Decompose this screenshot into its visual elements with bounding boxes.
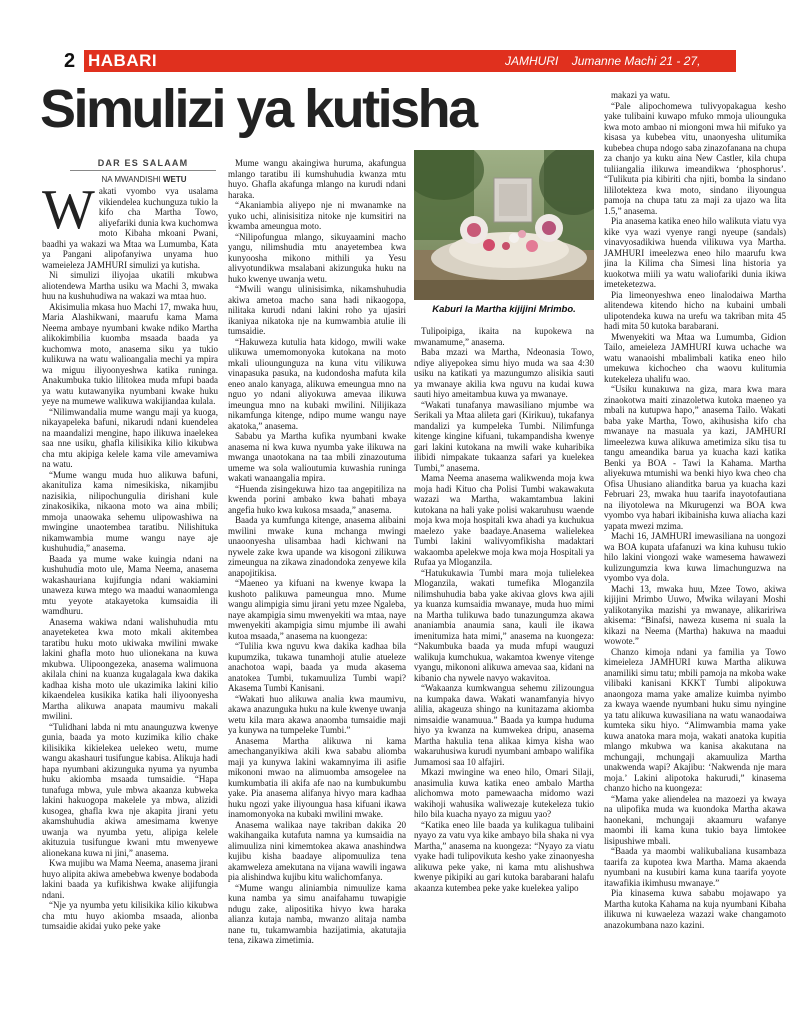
grave-photo	[414, 150, 594, 300]
article-paragraph: “Usiku kunakuwa na giza, mara kwa mara zinaokotwa maiti zinazoletwa kutoka maeneo ya mbali na kutupwa hapo,” anasema Tailo. Wakati baba yake Martha, Towo, akihusisha kifo cha mwanaye na masuala ya kazi, JAMHURI limeelezwa kuwa alikuwa ametimiza siku tisa tu tangu ameandika barua ya kuacha kazi katika Benki ya BOA - Tawi la Kahama. Martha aliyekuwa mtumishi wa benki hiyo kwa cheo cha Ofisa Uhusiano alianditka barua ya kuacha kazi Februari 23, mwaka huu taarifa inayotofautiana na iliyotolewa na Mkurugenzi wa BOA kwa vyombo vya habari ikibainisha kuwa aliacha kazi yapata mwezi mzima.	[604, 384, 786, 531]
article-paragraph: Anasema Martha alikuwa ni kama amechanganyikiwa akili kwa sababu aliomba maji ya kunywa lakini wakamnyima ili asifie mikononi mwao na alimuomba amsogelee na kumkumbatia ili akifa afe nao na kumbukumbu yake. Pia anasema alifanya hivyo mara kadhaa huku ngozi yake iliyoungua hasa kifuani ikawa inamomonyoka na kubaki mwilini mwake.	[228, 735, 406, 819]
article-paragraph: Baada ya kumfunga kitenge, anasema alibaini mwilini mwake kuna mchanga mwingi unaoonyesha ulisambaa hadi kichwani na nywele zake kwa upande wa kisogoni zilikuwa zimeungua na zikawa zinadondoka zenyewe kila anapojitikisa.	[228, 515, 406, 578]
article-column-4	[604, 90, 786, 1016]
article-paragraph: Baada ya mume wake kuingia ndani na kushuhudia moto ule, Mama Neema, anasema wakashauriana kujifungia ndani wakiamini unaweza kuwa mtego wa maadui wanaomlenga mtu yeyote atakayetoka kumsaidia ili wamdhuru.	[42, 553, 218, 616]
page-number: 2	[64, 50, 76, 72]
article-paragraph: “Tulidhani labda ni mtu anaunguzwa kwenye gunia, baada ya moto kuzimika kilio chake kilisikika kikielekea uelekeo wetu, mume wangu akashauri tusifungue kabisa. Alikuja hadi hapa nyumbani akizunguka nyuma ya nyumba huku akiomba msaada tumsaidie. “Hapa tunafuga mbwa, yule mbwa akaanza kubweka lakini hakuogopa makelele ya mbwa, alizidi kusogea, ghafla kwa nje akapita jirani yetu akamshuhudia akiwa amesimama kwenye uwanja wa nyumba yetu, alipiga kelele akituzuia tusifungue kwani mtu mwenyewe alionekana kuwa ni jini,” anasema.	[42, 721, 218, 858]
byline-prefix: NA MWANDISHI	[101, 175, 161, 184]
article-paragraph: “Mume wangu muda huo alikuwa bafuni, akanituliza kama nimesikiska, nikamjibu nazisikia, nilipochungulia dirishani kule zinakosikika, nikaona moto wa aina mbili; mmoja unaowaka sehemu ulipowashiwa na mwingine unaotembea taratibu. Nilishituka nikamwambia mume wangu naye aje kushuhudia,” anasema.	[42, 469, 218, 553]
article-paragraph: “Wakaanza kumkwangua sehemu zilizoungua na kumpaka dawa. Wakati wanamfanyia hivyo alilia, akageuza shingo na kunitazama akiomba nimsaidie wanamuua.” Baada ya kumpa huduma hiyo ya kwanza na kumwekea dripu, anasema Martha hakulia tena alikaa kimya kisha wao wakaruhusiwa kurudi nyumbani ambapo walifika Jumamosi saa 10 alfajiri.	[414, 683, 594, 767]
article-paragraph: “Nje ya nyumba yetu kilisikika kilio kikubwa cha mtu huyo akiomba msaada, alionba tumsaidie akidai yuko peke yake	[42, 900, 218, 931]
article-paragraph: Pia anasema katika eneo hilo walikuta viatu vya kike vya wazi vyenye rangi nyeupe (sandals) vinavyosadikiwa huenda vilikuwa vya Martha. JAMHURI imeelezwa eneo hilo maarufu kwa jina la Kilima cha Simesi lina historia ya kuokotwa miili ya watu waliofariki dunia ikiwa imeteketezwa.	[604, 216, 786, 289]
article-paragraph: Baba mzazi wa Martha, Ndeonasia Towo, ndiye aliyepokea simu hiyo muda wa saa 4:30 usiku na katikati ya mazungumzo alisikia sauti ya mwanaye akilia kwa nguvu na kudai kuwa sauti hiyo ameitambua kuwa ya mwanaye.	[414, 347, 594, 399]
article-paragraph: “Maeneo ya kifuani na kwenye kwapa la kushoto palikuwa pameungua mno. Mume wangu alimpigia simu jirani yetu mzee Ngaleba, naye akampigia simu mwenyekiti wa mtaa, naye mwenyekiti akampigia simu mjumbe ili awahi kutoa msaada,” anasema na kuongeza:	[228, 578, 406, 641]
article-paragraph: Mama Neema anasema walikwenda moja kwa moja hadi Kituo cha Polisi Tumbi wakawakuta wazazi wa Martha, wakamtambua lakini kutokana na hali yake polisi wakaruhusu waende moja kwa moja hospitali kwa ahadi ya kuchukua maelezo yake baadaye.Anasema walielekea Tumbi lakini walivyomfikisha madaktari wakaomba apelekwe moja kwa moja Hospitali ya Rufaa ya Mloganzila.	[414, 473, 594, 567]
issue-date: Jumanne Machi 21 - 27, 2023	[505, 54, 701, 90]
article-paragraph: Anasema walikaa naye takriban dakika 20 wakihangaika kutafuta namna ya kumsaidia na alimuuliza nini kimemtokea akawa anashindwa kujibu kisha baadaye alipomuuliza tena akamweleza amekutana na vijana wawili ingawa pia alishindwa kujibu kitu walichomfanya.	[228, 819, 406, 882]
article-paragraph: Machi 16, JAMHURI imewasiliana na uongozi wa BOA kupata ufafanuzi wa kina kuhusu tukio hilo lakini viongozi wake wamesema hawawezi kulizungumzia kwa kuwa limachunguzwa na vyombo vya dola.	[604, 531, 786, 583]
article-paragraph: “Akaniambia aliyepo nje ni mwanamke na yuko uchi, alinisisitiza nitoke nje kumsitiri na kwamba ameungua moto.	[228, 200, 406, 231]
article-paragraph: Sababu ya Martha kufika nyumbani kwake anasema ni kwa kuwa nyumba yake ilikuwa na mwanga unaotokana na taa mbili zinazoutuma umeme wa sola walioutumia kuwashia runinga wakati wanaangalia mpira.	[228, 431, 406, 483]
photo-caption: Kaburi la Martha kijijini Mrimbo.	[432, 304, 576, 315]
article-column-1	[42, 186, 218, 1016]
header-info	[505, 50, 733, 90]
article-paragraph: Kwa mujibu wa Mama Neema, anasema jirani huyo alipita akiwa amebebwa kwenye bodaboda lakini baada ya kufikishwa kwake alijifungia ndani.	[42, 858, 218, 900]
article-paragraph: Mwenyekiti wa Mtaa wa Lumumba, Gidion Tailo, ameieleza JAMHURI kuwa uchache wa watu wanaoishi mbalimbali katika eneo hilo umekuwa kichocheo cha waovu kulitumia kutekeleza uhalifu wao.	[604, 331, 786, 384]
article-paragraph: Chanzo kimoja ndani ya familia ya Towo kimeieleza JAMHURI kuwa Martha alikuwa anamiliki simu tatu; mbili pamoja na mkoba wake vilibaki kanisani KKKT Tumbi alipokuwa anaongoza mama yake amalize kuimba nyimbo za kwaya waende nyumbani huku simu nyingine ya tatu alikuwa kuwasiliana na watu wanaodaiwa kumteka siku hiyo. “Alimwambia mama yake kuwa anatoka mara moja, wakati anatoka kupitia mlango mkubwa wa kanisa akakutana na mchungaji, mchungaji akamuuliza Martha unakwenda wapi? Akajibu: ‘Nakwenda nje mara moja.’ Lakini alipotoka hakurudi,” kinasema chanzo hicho na kuongeza:	[604, 646, 786, 793]
article-paragraph: “Tulilia kwa nguvu kwa dakika kadhaa bila kupumzika, tukawa tunamhoji atulie atueleze anachotoa wapi, baada ya muda akasema anatokea Tumbi, tukamuuliza Tumbi wapi? Akasema Tumbi Kanisani.	[228, 641, 406, 693]
article-paragraph: “Nilipofungua mlango, sikuyaamini macho yangu, nilimshudia mtu anayetembea kwa kunyoosha mikono mithili ya Yesu alivyotundikwa msalabani akizunguka huku na huko kwenye uwanja wetu.	[228, 231, 406, 284]
article-paragraph: “Wakati huo alikuwa analia kwa maumivu, akawa anazunguka huku na kule kwenye uwanja wetu kila mara akawa anaomba tumsaidie maji ya kunywa na tumpeleke Tumbi.”	[228, 693, 406, 735]
article-paragraph: “Wakati tunafanya mawasiliano mjumbe wa Serikali ya Mtaa alileta gari (Kirikuu), tukafanya mandalizi ya kumpeleka Tumbi. Nilimfunga kitenge kingine kifuani, tukampandisha kwenye gari lakini kutokana na mwili wake kuharibika ilibidi nimpakate tukaanza safari ya kuelekea Tumbi,” anasema.	[414, 399, 594, 473]
article-paragraph: “Mume wangu aliniambia nimuulize kama kuna namba ya simu anaifahamu tuwapigie ndugu zake, alipositika hivyo kwa haraka alianza kutaja namba, mwanzo alitaja namba nane tu, tukamwambia hazijatimia, akatutajia tena, zikawa zimetimia.	[228, 882, 406, 945]
article-paragraph: “Hatukukawia Tumbi mara moja tulielekea Mloganzila, wakati tumefika Mloganzila nilimshuhudia baba yake akivaa glovs kwa ajili ya kuanza kumsaidia mwanaye, muda huo mimi na Martha tulikuwa bado tunazungumza akawa ananiambia anaumia sana, kauli ile ikawa imenitumiza hata mimi,” anasema na kuongeza: “Nakumbuka baada ya muda mfupi wauguzi walikuja kumchukua, wakamtoa kwenye vitenge vyangu, mikononi alikuwa amevaa saa, kidani na kibanio cha nywele navyo wakavitoa.	[414, 567, 594, 683]
article-paragraph: “Hakuweza kutulia hata kidogo, mwili wake ulikuwa umemomonyoka kutokana na moto mkali ulioungunguza na kuna vitu vilikuwa vinapasuka pasuka, na kudondosha mafuta kila eneo analo kanyaga, alikuwa emeungua mno na nguo yo ndani aliyokuwa amevaa ilikuwa imeungua mno na kubaki mwilini. Nilijikaza nikamfunga kitenge, ndipo mume wangu naye akatoka,” anasema.	[228, 336, 406, 431]
article-paragraph: Machi 13, mwaka huu, Mzee Towo, akiwa kijijini Mrimbo Uuwo, Mwika wilayani Moshi yalikotanyika mazishi ya mwanaye, alikaririwa akisema: “Binafsi, naweza kusema ni suala la kikazi na Neema (Martha) hakuwa na maadui wowote.”	[604, 583, 786, 646]
dateline: DAR ES SALAAM	[70, 158, 216, 171]
byline-name: WETU	[162, 175, 187, 184]
article-paragraph: Mkazi mwingine wa eneo hilo, Omari Silaji, anasimulia kuwa katika eneo ambalo Martha alichomwa moto pamewaacha midomo wazi wakihoji wahusika waliwezaje kutekeleza tukio hilo bila kuacha nyayo za miguu yao?	[414, 767, 594, 819]
article-paragraph: Pia limeonyeshwa eneo linalodaiwa Martha alitendewa kitendo hicho na kubaini umbali ulipotendeka kuwa na urefu wa takriban mita 45 hadi mita 50 kutoka barabarani.	[604, 289, 786, 331]
article-paragraph: “Katika eneo lile baada ya kulikagua tulibaini nyayo za vatu vya kike ambayo bila shaka ni vya Martha,” anasema na kuongeza: “Nyayo za viatu vyake hadi tulipovikuta kesho yake zinaonyesha alikuwa peke yake, ni kama mtu alishushwa kwenye pikipiki au gari kutoka barabarani halafu akaanza kutembea peke yake kuelekea yalipo	[414, 819, 594, 893]
article-paragraph: “Pale alipochomewa tulivyopakagua kesho yake tulibaini kuwapo mfuko mmoja uliounguka kwa moto ambao ni miongoni mwa hii mifuko ya kisasa ya kubebea vitu, unaonyesha ulitumika kubebea chupa ndogo saba zinazofanana na chupa za chanjo ya kuku aina New Castler, kila chupa tuliiangalia ilikuwa imeandikwa ‘phosphorus’. “Tulikuta pia kibiriti cha njiti, bomba la sindano lililotekteza kwa moto, sindano iliyoungua pamoja na chupa tatu za maji za ujazo wa lita 1.5,” anasema.	[604, 100, 786, 216]
byline	[84, 175, 204, 184]
section-label: HABARI	[88, 51, 158, 70]
article-paragraph: “Mwili wangu ulinisisimka, nikamshuhudia akiwa ametoa macho sana hadi nikaogopa, nilitaka kurudi ndani lakini roho ya ujasiri ikaniyaa nikatoka nje na kumwambia atulie ili tumsaidie.	[228, 284, 406, 336]
article-paragraph: “Nilimwandalia mume wangu maji ya kuoga, nikayapeleka bafuni, nikarudi ndani kuendelea na maandalizi mengine, hapo ilikuwa inaelekea saa nne usiku, ghafla kilisikika kilio kikubwa cha mtu akipiga kelele kama vile amevamiwa na watu.	[42, 406, 218, 469]
article-paragraph: “Mama yake aliendelea na mazoezi ya kwaya na ulipofika muda wa kuondoka Martha akawa haonekani, mchungaji akaamuru wafanye maombi ili kama kuna tukio baya limtokee lisipushiwe mbali.	[604, 793, 786, 846]
publication-name: JAMHURI	[505, 54, 559, 68]
article-paragraph: “Baada ya maombi walikubaliana kusambaza taarifa za kupotea kwa Martha. Mama akaenda nyumbani na kusubiri kama kuna taarifa yoyote itawafikia ikimhusu mwanaye.”	[604, 846, 786, 888]
article-paragraph: makazi ya watu.	[611, 90, 671, 100]
article-column-2	[228, 158, 406, 1016]
article-paragraph: Mume wangu akaingiwa huruma, akafungua mlango taratibu ili kumshuhudia kwanza mtu huyo. Ghafla akafunga mlango na kurudi ndani haraka.	[228, 158, 406, 200]
article-paragraph: Anasema wakiwa ndani walishuhudia mtu anayeteketea kwa moto mkali akitembea taratibu huku moto ukiwaka mwilini mwake lakini ghafla moto huo ulionekana na kuwa mkubwa. Ulipoongezeka, anasema walimuona akilala chini na kuanza kugalagala kwa dakika kadhaa kisha moto ule ukazimika lakini kilio kikaendelea kusikika katika hali iliyoonyesha Martha alikuwa anapata maumivu makali mwilini.	[42, 616, 218, 721]
article-paragraph: Ni simulizi iliyojaa ukatili mkubwa aliotendewa Martha usiku wa Machi 3, mwaka huu na kushuhudiwa na wakazi wa mtaa huo.	[42, 270, 218, 301]
headline: Simulizi ya kutisha	[40, 79, 476, 139]
article-column-3	[414, 326, 594, 1016]
article-paragraph: Tulipoipiga, ikaita na kupokewa na mwanamume,” anasema.	[414, 326, 594, 347]
article-paragraph: “Huenda zisingekuwa hizo taa angepitiliza na kwenda porini ambako kwa bahati mbaya angefia huko kwa kukosa msaada,” anasema.	[228, 483, 406, 515]
article-paragraph: akati vyombo vya usalama vikiendelea kuchunguza tukio la kifo cha Martha Towo, aliyefariki dunia kwa kuchomwa moto Kibaha mkoani Pwani, baadhi ya wakazi wa Mtaa wa Lumumba, Kata ya Pangani alipofanyiwa unyama huo wameieleza JAMHURI simulizi ya kutisha.	[42, 186, 218, 270]
dropcap: W	[42, 186, 95, 241]
article-paragraph: Pia kinasema kuwa sababu mojawapo ya Martha kutoka Kahama na kuja nyumbani Kibaha ilikuwa ni kuwaeleza wazazi wake changamoto anazokumbana nazo kazini.	[604, 888, 786, 930]
article-paragraph: Akisimulia mkasa huo Machi 17, mwaka huu, Maria Alashikwani, maarufu kama Mama Neema ambaye nyumbani kwake ndiko Martha alikokimbilia kuomba msaada baada ya kuchomwa moto, anasema siku ya tukio kulikuwa na watu walioangalia mechi ya mpira wa miguu iliyoonyeshwa katika runinga. Anakumbuka tukio lilitokea muda mfupi baada ya watu kutawanyika nyumbani kwake huku yeye na mumewe walikuwa wakijiandaa kulala.	[42, 301, 218, 406]
